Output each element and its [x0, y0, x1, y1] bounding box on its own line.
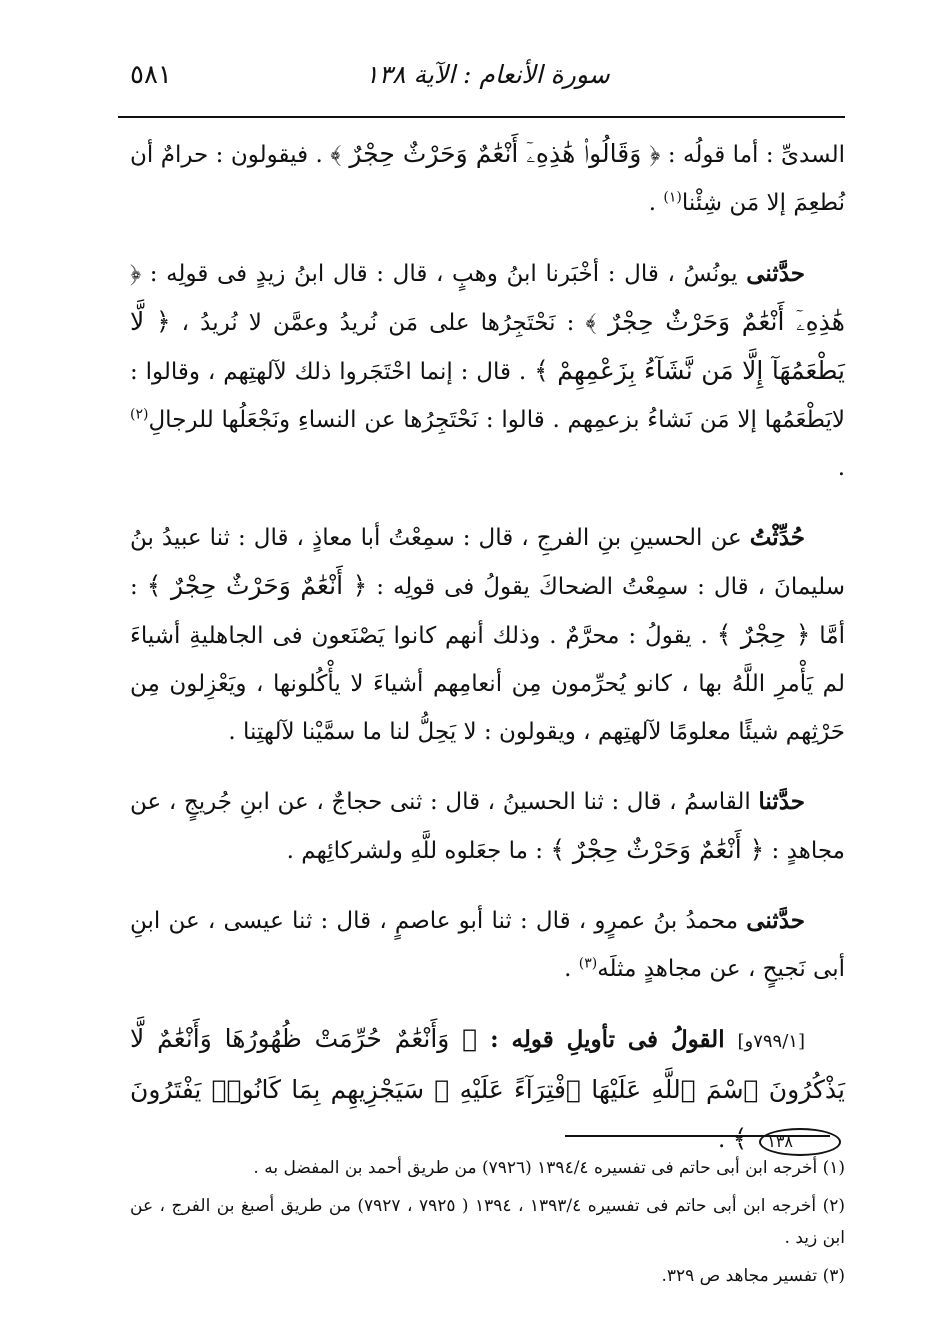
paragraph-2 — [130, 249, 845, 492]
text: . — [648, 190, 664, 216]
text: السدىِّ : أما قولُه : — [660, 142, 845, 168]
text: . فيقولون : حرامٌ أن نُطعِمَ إلا مَن شِئْنا — [130, 142, 845, 216]
narration-lead: حدَّثنى — [746, 260, 805, 287]
running-title: سورة الأنعام : الآية ١٣٨ — [365, 60, 610, 89]
main-text — [130, 130, 845, 1186]
paragraph-6 — [130, 1015, 845, 1164]
footnote-3: (٣) تفسير مجاهد ص ٣٢٩. — [661, 1266, 845, 1286]
narration-lead: حُدِّثْتُ — [749, 524, 805, 551]
quran-quote: ﴿ لَّا يَطْعَمُهَآ إِلَّا مَن نَّشَآءُ بِزَعْمِهِمْ ﴾ — [130, 307, 845, 385]
text: . — [717, 1127, 733, 1153]
quran-quote: ﴿ أَنْعَٰمٌ وَحَرْثٌ حِجْرٌ ﴾ — [550, 835, 765, 864]
ayah-number-badge: ١٣٨ — [759, 1128, 841, 1156]
footnote-1: (١) أخرجه ابن أبى حاتم فى تفسيره ١٣٩٤/٤ (٧٩٢٦) من طريق أحمد بن المفضل به . — [253, 1158, 845, 1178]
text: . — [564, 956, 579, 982]
text: : نَحْتَجِرُها على مَن نُريدُ وعمَّن لا نُريدُ ، — [170, 310, 586, 336]
header-rule — [118, 116, 845, 118]
paragraph-3 — [130, 514, 845, 756]
footnote-ref-1[interactable]: (١) — [663, 189, 682, 206]
page-header — [130, 52, 845, 104]
quran-quote: ﴿ أَنْعَٰمٌ وَحَرْثٌ حِجْرٌ ﴾ — [146, 571, 368, 600]
footnote-ref-2[interactable]: (٢) — [130, 406, 149, 423]
quran-close-bracket: ﴾ — [732, 1124, 756, 1153]
text: محمدُ بنُ عمرٍو ، قال : ثنا أبو عاصمٍ ، قال : ثنا عيسى ، عن ابنِ أبى نَجيحٍ ، عن مجاهدٍ مثلَه — [130, 908, 845, 982]
quran-quote: ﴿ وَأَنْعَٰمٌ حُرِّمَتْ ظُهُورُهَا وَأَنْعَٰمٌ لَّا يَذْكُرُونَ ٱسْمَ ٱللَّهِ عَلَيْهَا ٱفْتِرَآءً عَلَيْهِ ۚ سَيَجْزِيهِم بِمَا كَانُوا۟ يَفْتَرُونَ — [130, 1024, 845, 1104]
text: : ما جعَلوه للَّهِ ولشركائِهم . — [286, 838, 551, 864]
paragraph-5 — [130, 897, 845, 993]
text: يونُسُ ، قال : أخْبَرنا ابنُ وهبٍ ، قال : قال ابنُ زيدٍ فى قولِه : — [141, 261, 747, 287]
text: : أمَّا — [130, 574, 846, 649]
quran-quote: ﴿ وَقَالُوا۟ هَٰذِهِۦٓ أَنْعَٰمٌ وَحَرْثٌ حِجْرٌ ﴾ — [330, 139, 661, 168]
page-number: ٥٨١ — [130, 60, 172, 90]
footnote-ref-3[interactable]: (٣) — [578, 955, 598, 972]
paragraph-1 — [130, 130, 845, 227]
quran-quote: ﴿ هَٰذِهِۦٓ أَنْعَٰمٌ وَحَرْثٌ حِجْرٌ ﴾ — [130, 258, 845, 336]
footnotes — [130, 1152, 845, 1298]
narration-lead: حدَّثنا — [758, 788, 805, 815]
section-heading: القولُ فى تأويلِ قولِه : — [477, 1026, 738, 1053]
manuscript-marker: [٧٩٩/١و] — [737, 1031, 805, 1052]
text: عن الحسينِ بنِ الفرجِ ، قال : سمِعْتُ أبا معاذٍ ، قال : ثنا عبيدُ بنُ سليمانَ ، قال : سمِعْتُ الضحاكَ يقولُ فى قولِه : — [130, 525, 845, 600]
narration-lead: حدَّثنى — [746, 907, 805, 934]
footnote-rule — [565, 1135, 830, 1137]
paragraph-4 — [130, 778, 845, 875]
text: . — [837, 455, 845, 481]
footnote-2: (٢) أخرجه ابن أبى حاتم فى تفسيره ١٣٩٣/٤ ، ١٣٩٤ ( ٧٩٢٥ ، ٧٩٢٧) من طريق أصبغ بن الفرج ، عن ابن زيد . — [130, 1196, 846, 1248]
text: . يقولُ : محرَّمٌ . وذلك أنهم كانوا يَصْنَعون فى الجاهليةِ أشياءَ لم يَأْمرِ اللَّهُ بها ، كانو يُحرِّمون مِن أنعامِهم أشياءَ لا يأْكُلونها ، ويَعْزِلون مِن حَرْثِهم شيئًا معلومًا لآلهتِهم ، ويقولون : لا يَحِلُّ لنا ما سمَّيْنا لآلهتِنا . — [130, 623, 845, 745]
text: القاسمُ ، قال : ثنا الحسينُ ، قال : ثنى حجاجٌ ، عن ابنِ جُريجٍ ، عن مجاهدٍ : — [130, 789, 845, 864]
text: . قال : إنما احْتَجَروا ذلك لآلهتِهم ، وقالوا : لايَطْعَمُها إلا مَن نَشاءُ بزعمِهم . قالوا : نَحْتَجِرُها عن النساءِ ونَجْعَلُها للرجالِ — [130, 359, 845, 433]
quran-quote: ﴿ حِجْرٌ ﴾ — [716, 620, 811, 649]
